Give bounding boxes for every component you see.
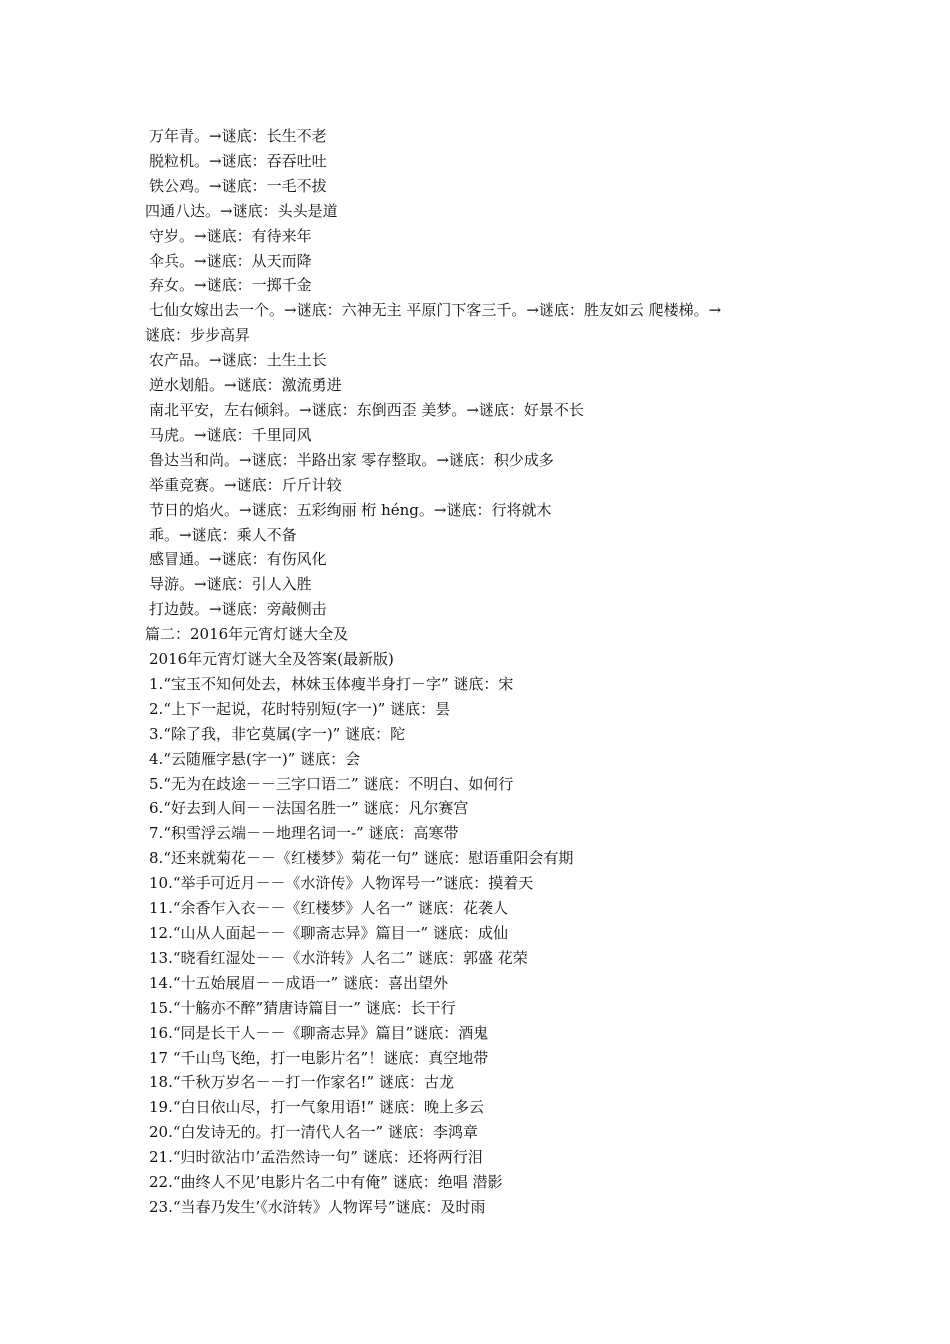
numbered-riddle-line: 23.“当春乃发生’《水浒转》人物诨号”谜底：及时雨 xyxy=(149,1197,486,1216)
numbered-riddle-line: 15.“十觞亦不醉”猜唐诗篇目一” 谜底：长干行 xyxy=(149,998,456,1017)
numbered-riddle-line: 22.“曲终人不见’电影片名二中有俺” 谜底：绝唱 潜影 xyxy=(149,1173,503,1192)
numbered-riddle-line: 19.“白日依山尽，打一气象用语!” 谜底：晚上多云 xyxy=(149,1098,484,1117)
numbered-riddle-line: 1.“宝玉不知何处去，林妹玉体瘦半身打－字” 谜底：宋 xyxy=(149,674,514,693)
riddle-line: 农产品。→谜底：土生土长 xyxy=(149,351,327,370)
riddle-line: 逆水划船。→谜底：激流勇进 xyxy=(149,376,342,395)
riddle-line: 南北平安，左右倾斜。→谜底：东倒西歪 美梦。→谜底：好景不长 xyxy=(149,400,584,419)
riddle-line: 守岁。→谜底：有待来年 xyxy=(149,226,312,245)
numbered-riddle-line: 13.“晓看红湿处－－《水浒转》人名二” 谜底：郭盛 花荣 xyxy=(149,948,528,967)
riddle-line: 导游。→谜底：引人入胜 xyxy=(149,575,312,594)
numbered-riddle-line: 6.“好去到人间－－法国名胜一” 谜底：凡尔赛宫 xyxy=(149,799,469,818)
riddle-line: 四通八达。→谜底：头头是道 xyxy=(145,201,338,220)
riddle-line: 感冒通。→谜底：有伤风化 xyxy=(149,550,327,569)
numbered-riddle-line: 8.“还来就菊花－－《红楼梦》菊花一句” 谜底：慰语重阳会有期 xyxy=(149,849,574,868)
numbered-riddle-line: 20.“白发诗无的。打一清代人名一” 谜底：李鸿章 xyxy=(149,1123,478,1142)
riddle-line: 鲁达当和尚。→谜底：半路出家 零存整取。→谜底：积少成多 xyxy=(149,450,554,469)
section-subtitle: 2016年元宵灯谜大全及答案(最新版) xyxy=(149,650,394,669)
document-page xyxy=(145,124,825,1220)
riddle-line: 乖。→谜底：乘人不备 xyxy=(149,525,297,544)
riddle-line: 铁公鸡。→谜底：一毛不拔 xyxy=(149,176,327,195)
numbered-riddle-line: 11.“余香乍入衣－－《红楼梦》人名一” 谜底：花袭人 xyxy=(149,899,508,918)
numbered-riddle-line: 16.“同是长干人－－《聊斋志异》篇目”谜底：酒鬼 xyxy=(149,1023,489,1042)
riddle-line: 打边鼓。→谜底：旁敲侧击 xyxy=(149,600,327,619)
riddle-list-part2 xyxy=(145,672,825,1220)
riddle-line: 马虎。→谜底：千里同风 xyxy=(149,425,312,444)
riddle-line: 弃女。→谜底：一掷千金 xyxy=(149,276,312,295)
numbered-riddle-line: 10.“举手可近月－－《水浒传》人物诨号一”谜底：摸着天 xyxy=(149,874,534,893)
numbered-riddle-line: 21.“归时欲沾巾’孟浩然诗一句” 谜底：还将两行泪 xyxy=(149,1148,483,1167)
numbered-riddle-line: 3.“除了我，非它莫属(字一)” 谜底：陀 xyxy=(149,724,406,743)
numbered-riddle-line: 7.“积雪浮云端－－地理名词一-” 谜底：高寒带 xyxy=(149,824,459,843)
numbered-riddle-line: 12.“山从人面起－－《聊斋志异》篇目一” 谜底：成仙 xyxy=(149,924,508,942)
section-heading: 篇二：2016年元宵灯谜大全及 xyxy=(145,625,349,644)
numbered-riddle-line: 4.“云随雁字悬(字一)” 谜底：会 xyxy=(149,749,361,768)
numbered-riddle-line: 14.“十五始展眉－－成语一” 谜底：喜出望外 xyxy=(149,973,448,992)
riddle-line: 举重竞赛。→谜底：斤斤计较 xyxy=(149,475,342,494)
numbered-riddle-line: 2.“上下一起说，花时特别短(字一)” 谜底：昙 xyxy=(149,699,451,718)
riddle-line: 伞兵。→谜底：从天而降 xyxy=(149,251,312,270)
numbered-riddle-line: 17 “千山鸟飞绝，打一电影片名”！谜底：真空地带 xyxy=(149,1048,489,1067)
riddle-line: 谜底：步步高昇 xyxy=(145,326,251,345)
riddle-line: 万年青。→谜底：长生不老 xyxy=(149,127,327,145)
riddle-line: 脱粒机。→谜底：吞吞吐吐 xyxy=(149,151,327,170)
riddle-list-part1 xyxy=(145,124,825,622)
riddle-line: 七仙女嫁出去一个。→谜底：六神无主 平原门下客三千。→谜底：胜友如云 爬楼梯。→ xyxy=(149,301,722,320)
numbered-riddle-line: 18.“千秋万岁名－－打一作家名!” 谜底：古龙 xyxy=(149,1073,454,1092)
numbered-riddle-line: 5.“无为在歧途－－三字口语二” 谜底：不明白、如何行 xyxy=(149,774,514,793)
riddle-line: 节日的焰火。→谜底：五彩绚丽 桁 héng。→谜底：行将就木 xyxy=(149,500,552,519)
